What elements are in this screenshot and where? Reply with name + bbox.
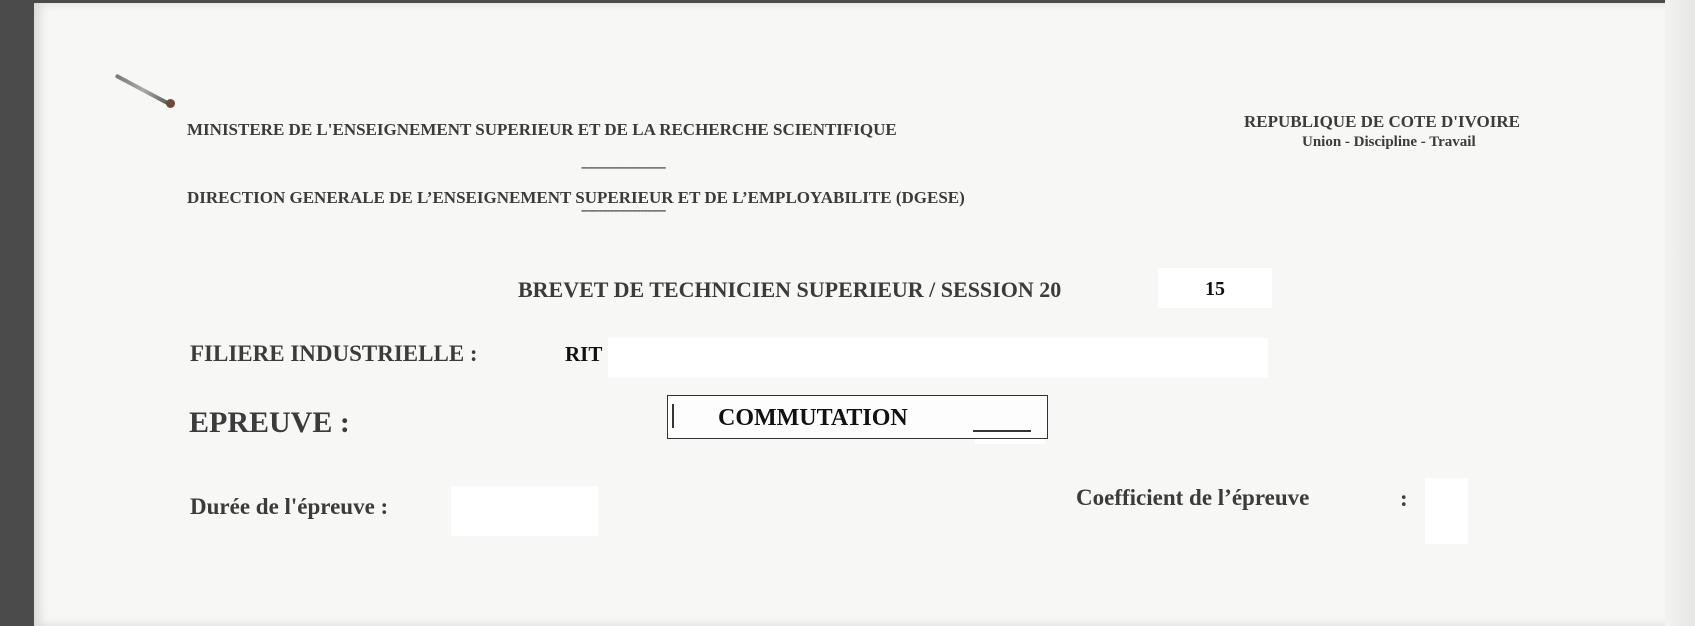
redaction-block — [608, 338, 1268, 378]
paper-edge — [1665, 0, 1695, 626]
epreuve-value: COMMUTATION — [718, 405, 908, 431]
epreuve-label: EPREUVE : — [189, 406, 350, 439]
republic-header: REPUBLIQUE DE COTE D'IVOIRE — [1244, 112, 1520, 131]
coefficient-colon: : — [1400, 486, 1408, 511]
duree-label: Durée de l'épreuve : — [190, 494, 389, 519]
ministry-header: MINISTERE DE L'ENSEIGNEMENT SUPERIEUR ET DE LA RECHERCHE SCIENTIFIQUE — [187, 120, 897, 139]
filiere-value: RIT — [565, 342, 603, 366]
exam-year-suffix: 15 — [1205, 278, 1225, 300]
staple-end-icon — [166, 99, 175, 108]
epreuve-box — [667, 395, 1048, 439]
redaction-block — [451, 486, 598, 536]
filiere-label: FILIERE INDUSTRIELLE : — [190, 341, 478, 366]
redaction-block — [1425, 478, 1468, 544]
coefficient-label: Coefficient de l’épreuve — [1076, 485, 1310, 510]
underline-mark — [973, 430, 1031, 432]
direction-header: DIRECTION GENERALE DE L’ENSEIGNEMENT SUPERIEUR ET DE L’EMPLOYABILITE (DGESE) — [187, 188, 965, 207]
exam-title: BREVET DE TECHNICIEN SUPERIEUR / SESSION 20 — [518, 277, 1062, 302]
separator-top: ----------------------- — [581, 160, 666, 175]
bracket-mark — [672, 404, 677, 428]
national-motto: Union - Discipline - Travail — [1302, 134, 1476, 150]
separator-bottom: ----------------------- — [581, 203, 666, 218]
